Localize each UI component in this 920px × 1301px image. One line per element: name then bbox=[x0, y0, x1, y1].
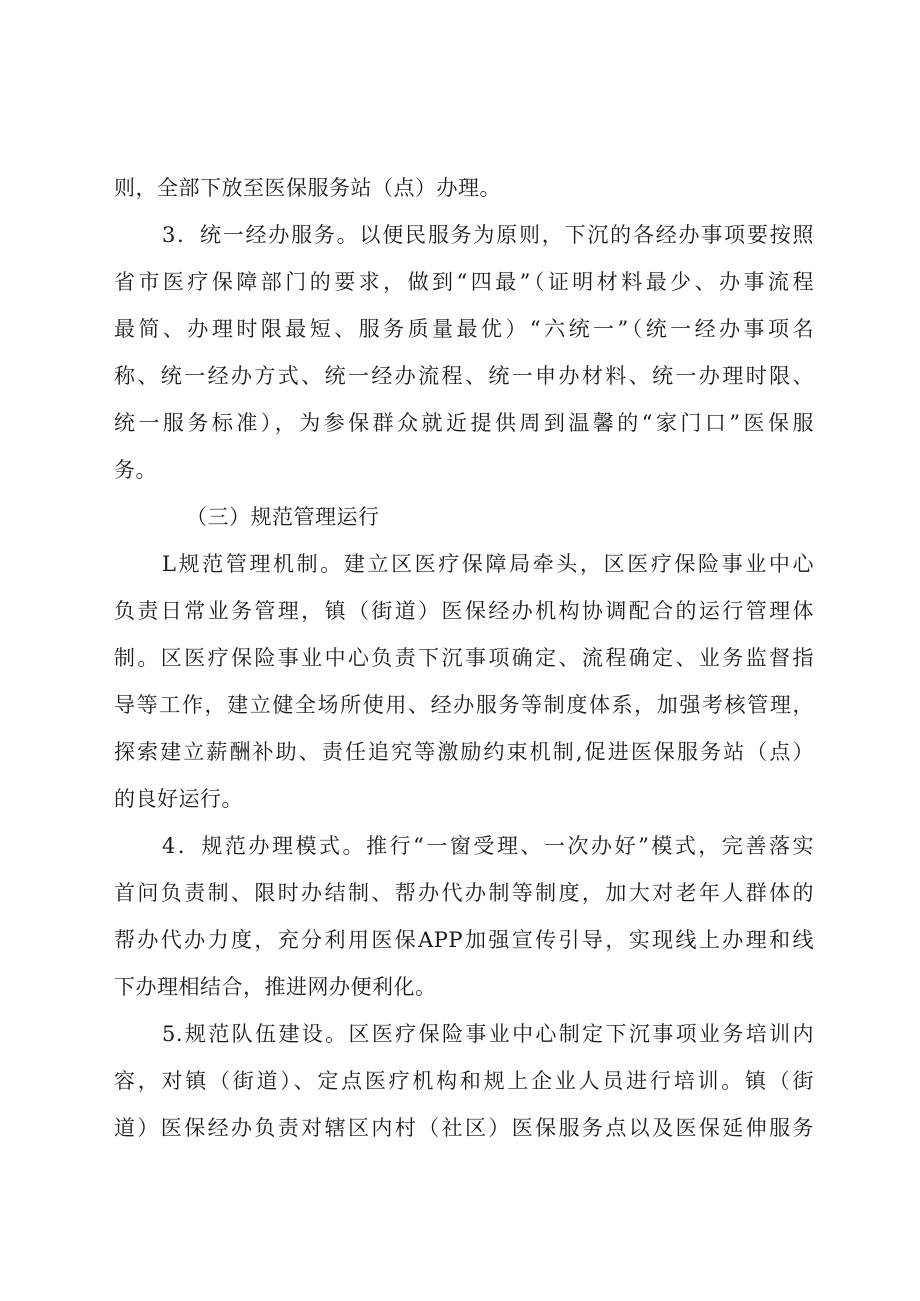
paragraph-line: 首问负责制、限时办结制、帮办代办制等制度，加大对老年人群体的 bbox=[114, 881, 814, 905]
paragraph-line: 则，全部下放至医保服务站（点）办理。 bbox=[114, 176, 501, 200]
paragraph-line: 称、统一经办方式、统一经办流程、统一申办材料、统一办理时限、 bbox=[114, 364, 814, 388]
paragraph-line: 帮办代办力度，充分利用医保APP加强宣传引导，实现线上办理和线 bbox=[114, 928, 814, 952]
paragraph-line: 务。 bbox=[114, 458, 157, 482]
paragraph-line: 负责日常业务管理，镇（街道）医保经办机构协调配合的运行管理体 bbox=[114, 599, 814, 623]
paragraph-line: 制。区医疗保险事业中心负责下沉事项确定、流程确定、业务监督指 bbox=[114, 646, 814, 670]
paragraph-line: 道）医保经办负责对辖区内村（社区）医保服务点以及医保延伸服务 bbox=[114, 1116, 814, 1140]
paragraph-line: 的良好运行。 bbox=[114, 787, 243, 811]
paragraph-line: 省市医疗保障部门的要求，做到“四最”（证明材料最少、办事流程 bbox=[114, 270, 814, 294]
paragraph-line: 容，对镇（街道）、定点医疗机构和规上企业人员进行培训。镇（街 bbox=[114, 1069, 814, 1093]
paragraph-line: 探索建立薪酬补助、责任追究等激励约束机制,促进医保服务站（点） bbox=[114, 740, 814, 764]
paragraph-line: 最简、办理时限最短、服务质量最优）“六统一”（统一经办事项名 bbox=[114, 317, 814, 341]
document-body bbox=[114, 165, 814, 1152]
paragraph-line: 3．统一经办服务。以便民服务为原则，下沉的各经办事项要按照 bbox=[162, 223, 814, 247]
paragraph-line: 导等工作，建立健全场所使用、经办服务等制度体系，加强考核管理， bbox=[114, 693, 814, 717]
section-heading: （三）规范管理运行 bbox=[186, 505, 380, 529]
paragraph-line: 4．规范办理模式。推行“一窗受理、一次办好”模式，完善落实 bbox=[162, 834, 814, 858]
paragraph-line: L规范管理机制。建立区医疗保障局牵头，区医疗保险事业中心 bbox=[162, 552, 814, 576]
paragraph-line: 5.规范队伍建设。区医疗保险事业中心制定下沉事项业务培训内 bbox=[162, 1022, 814, 1046]
paragraph-line: 下办理相结合，推进网办便利化。 bbox=[114, 975, 437, 999]
paragraph-line: 统一服务标准），为参保群众就近提供周到温馨的“家门口”医保服 bbox=[114, 411, 814, 435]
